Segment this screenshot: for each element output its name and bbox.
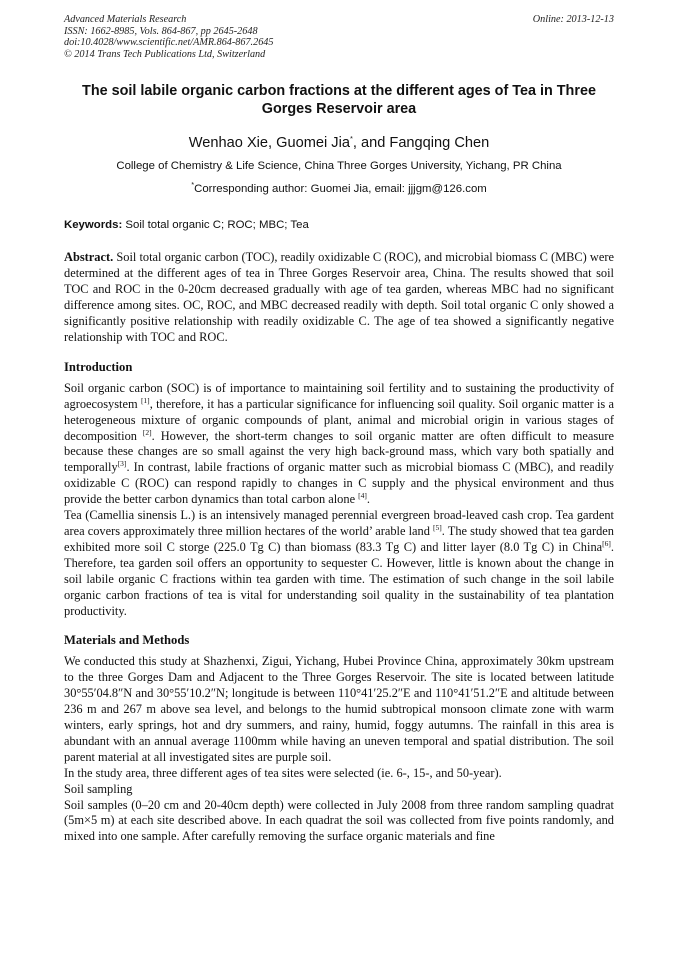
- citation-ref: [2]: [142, 427, 152, 437]
- author-names-1: Wenhao Xie, Guomei Jia: [188, 135, 350, 152]
- abstract-text: Soil total organic carbon (TOC), readily oxidizable C (ROC), and microbial biomass C (MBC) were determined at the different ages of tea in Three Gorges Reservoir area, China. The results showed that soil TOC and ROC in the 0-20cm decreased gradually with age of tea garden, whereas MBC had no significant difference among sites. OC, ROC, and MBC decreased readily with depth. Soil total organic C only showed a significantly positive relationship with readily oxidizable C. The age of tea showed a significantly negative relationship with TOC and ROC.: [64, 250, 614, 344]
- introduction-heading: Introduction: [64, 359, 133, 374]
- intro-text: . The study showed that tea garden exhibited more soil C storge (225.0 Tg C) than biomass (83.3 Tg C) and litter layer (8.0 Tg C) in China: [64, 523, 614, 554]
- citation-ref: [4]: [358, 491, 367, 501]
- doi-line: doi:10.4028/www.scientific.net/AMR.864-867.2645: [64, 37, 274, 49]
- abstract-label: Abstract.: [64, 250, 114, 265]
- intro-text: . Therefore, tea garden soil offers an opportunity to sequester C. However, little is known about the change in soil labile organic C fractions within tea garden with time. The estimation of such change in the soil labile organic carbon fractions of tea is vital for understanding soil quality in the sustainability of tea plantation productivity.: [64, 539, 614, 618]
- copyright-line: © 2014 Trans Tech Publications Ltd, Switzerland: [64, 48, 266, 60]
- online-date: Online: 2013-12-13: [532, 14, 614, 25]
- affiliation: College of Chemistry & Life Science, China Three Gorges University, Yichang, PR China: [116, 160, 562, 173]
- introduction-body: [64, 381, 614, 620]
- citation-ref: [3]: [117, 459, 127, 469]
- methods-paragraph-2: In the study area, three different ages of tea sites were selected (ie. 6-, 15-, and 50-year).: [64, 765, 502, 780]
- methods-heading: Materials and Methods: [64, 633, 190, 648]
- corresponding-text: Corresponding author: Guomei Jia, email: jjjgm@126.com: [194, 183, 487, 196]
- intro-text: , therefore, it has a particular significance for influencing soil quality. Soil organic matter is a heterogeneous mixture of organic compounds of plant, animal and microbial origin in various stages of decomposition: [64, 396, 615, 443]
- intro-text: Soil organic carbon (SOC) is of importance to maintaining soil fertility and to sustaining the productivity of agroecosystem: [64, 380, 614, 411]
- methods-paragraph-3: Soil samples (0–20 cm and 20-40cm depth) were collected in July 2008 from three random sampling quadrat (5m×5 m) at each site described above. In each quadrat the soil was collected from five points randomly, and mixed into one sample. After carefully removing the surface organic materials and fine: [64, 797, 614, 844]
- keywords-label: Keywords:: [64, 219, 123, 232]
- intro-paragraph-1: [64, 381, 614, 508]
- paper-title: The soil labile organic carbon fractions at the different ages of Tea in Three Gorges Reservoir area: [82, 83, 596, 118]
- corresponding-mark: *: [191, 180, 195, 190]
- corresponding-mark: *: [349, 134, 353, 144]
- abstract: [64, 250, 614, 345]
- intro-text: . In contrast, labile fractions of organic matter such as microbial biomass C (MBC), and readily oxidizable C (ROC) can respond rapidly to changes in C supply and the physical environment and thus provide the better carbon dynamics than total carbon alone: [64, 460, 614, 507]
- corresponding-author: [64, 182, 614, 196]
- author-list: [64, 134, 614, 152]
- author-names-2: , and Fangqing Chen: [352, 135, 490, 152]
- keywords: [64, 218, 614, 232]
- journal-name: Advanced Materials Research: [64, 14, 187, 25]
- methods-paragraph-1: We conducted this study at Shazhenxi, Zigui, Yichang, Hubei Province China, approximately 30km upstream to the three Gorges Dam and Adjacent to the Three Gorges Reservoir. The site is located between latitude 30°55′04.8″N and 30°55′10.2″N; longitude is between 110°41′25.2″E and 110°41′51.2″E and altitude between 236 m and 267 m above sea level, and belongs to the humid subtropical monsoon climate zone with warm winters, early springs, hot and dry summers, and rainy, humid, foggy autumns. The rainfall in this area is abundant with an annual average 1100mm while having an uneven temporal and spatial distribution. The soil parent material at all investigated sites are purple soil.: [64, 654, 614, 764]
- soil-sampling-subheading: Soil sampling: [64, 781, 133, 796]
- intro-text: .: [366, 492, 371, 507]
- intro-text: Tea (Camellia sinensis L.) is an intensively managed perennial evergreen broad-leaved cash crop. Tea gardent area covers approximately three million hectares of the world’ arable land: [64, 508, 614, 538]
- journal-header: [64, 14, 614, 60]
- intro-text: . However, the short-term changes to soil organic matter are often difficult to measure because these changes are so small against the very high back-ground mass, which vary both spatially and temporally: [64, 428, 614, 475]
- citation-ref: [6]: [602, 538, 611, 548]
- issn-line: ISSN: 1662-8985, Vols. 864-867, pp 2645-2648: [64, 25, 258, 37]
- citation-ref: [5]: [433, 522, 442, 532]
- methods-body: [64, 654, 614, 845]
- citation-ref: [1]: [140, 395, 150, 405]
- intro-paragraph-2: [64, 508, 614, 619]
- keywords-text: Soil total organic C; ROC; MBC; Tea: [125, 219, 309, 232]
